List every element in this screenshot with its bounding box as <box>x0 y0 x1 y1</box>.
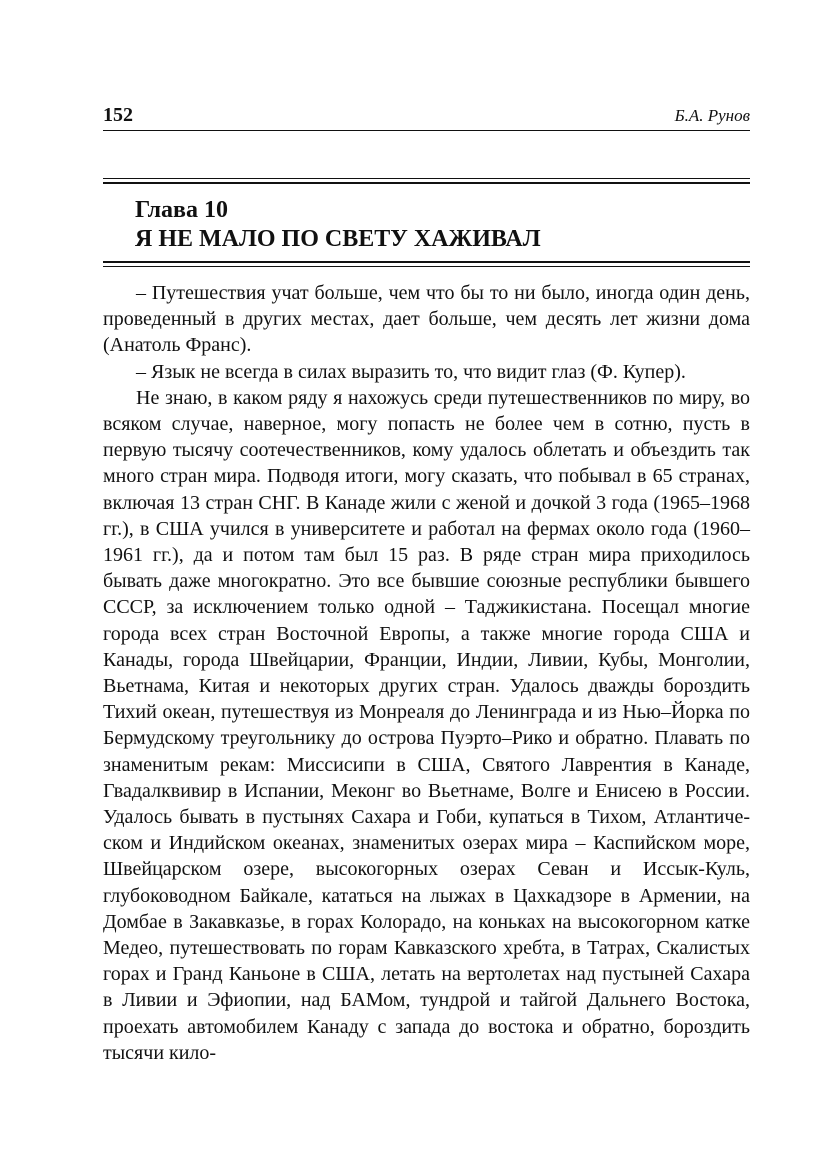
header-rule <box>103 130 750 131</box>
chapter-label: Глава 10 <box>135 197 228 223</box>
paragraph: Не знаю, в каком ряду я нахожусь среди путешественников по миру, во всяком случае, наверное, могу попасть не более чем в сотню, пусть в первую тысячу соотечественников, кому удалось облетать и объездить так много стран мира. Подводя итоги, могу сказать, что побывал в 65 странах, включая 13 стран СНГ. В Канаде жили с женой и дочкой 3 года (1965–1968 гг.), в США учился в университете и работал на фермах около года (1960–1961 гг.), да и потом там был 15 раз. В ряде стран мира приходилось бывать даже многократно. Это все бывшие союзные республики бывшего СССР, за исключением только одной – Таджикистана. Посещал многие города всех стран Восточной Европы, а также многие города США и Канады, города Швейцарии, Франции, Индии, Ливии, Кубы, Монголии, Вьетнама, Китая и некоторых других стран. Удалось дважды бороздить Тихий океан, путешествуя из Монреаля до Ленинграда и из Нью–Йорка по Бермудскому треугольнику до острова Пуэрто–Рико и обратно. Плавать по знаменитым рекам: Миссисипи в США, Святого Лаврентия в Канаде, Гвадалквивир в Испании, Меконг во Вьетнаме, Волге и Енисею в России. Удалось бывать в пустынях Сахара и Гоби, купаться в Тихом, Атлантическом и Индийском океанах, знаменитых озерах мира – Каспийском море, Швейцарском озере, высокогорных озерах Севан и Иссык-Куль, глубоководном Байкале, кататься на лыжах в Цахкадзоре в Армении, на Домбае в Закавказье, в горах Колорадо, на коньках на высокогорном катке Медео, путешествовать по горам Кавказского хребта, в Татрах, Скалистых горах и Гранд Каньоне в США, летать на вертолетах над пустыней Сахара в Ливии и Эфиопии, над БАМом, тундрой и тайгой Дальнего Востока, проехать автомобилем Канаду с запада до востока и обратно, бороздить тысячи кило- <box>103 386 750 1064</box>
paragraph: – Язык не всегда в силах выразить то, что видит глаз (Ф. Купер). <box>136 360 686 383</box>
page-number: 152 <box>103 104 133 126</box>
running-head: Б.А. Рунов <box>674 106 750 125</box>
chapter-heading <box>135 196 541 254</box>
chapter-rule-bottom <box>103 261 750 267</box>
paragraph: – Путешествия учат больше, чем что бы то ни было, иногда один день, проведенный в других местах, дает больше, чем десять лет жизни дома (Анатоль Франс). <box>103 282 750 357</box>
chapter-rule-top <box>103 178 750 184</box>
body-text <box>103 280 750 1066</box>
chapter-title: Я НЕ МАЛО ПО СВЕТУ ХАЖИВАЛ <box>135 226 541 252</box>
